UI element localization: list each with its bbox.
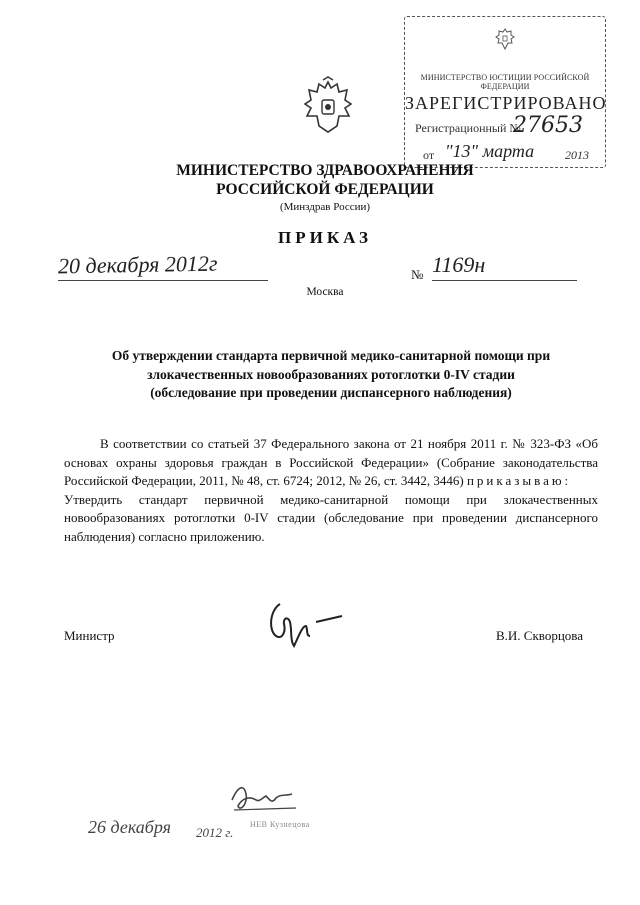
- order-number-label: №: [411, 267, 424, 282]
- stamp-regno-value: 27653: [513, 113, 583, 138]
- body-paragraph-2: Утвердить стандарт первичной медико-санитарной помощи при злокачественных новообразованиях ротоглотки 0-IV стадии (обследование при проведении диспансерного наблюдения) согласно приложению.: [64, 491, 598, 544]
- ministry-name: [150, 161, 500, 199]
- order-number-underline: [432, 280, 577, 281]
- stamp-emblem-icon: [493, 27, 517, 51]
- stamp-year: 2013: [565, 148, 589, 162]
- order-date: 20 декабря 2012г: [57, 250, 218, 279]
- approval-year: 2012 г.: [196, 825, 234, 840]
- subject-line-1: Об утверждении стандарта первичной медико-санитарной помощи при: [111, 348, 551, 363]
- minister-title: Министр: [64, 628, 115, 643]
- ministry-line-1: МИНИСТЕРСТВО ЗДРАВООХРАНЕНИЯ: [176, 162, 474, 179]
- minister-signature: [262, 596, 352, 652]
- ministry-line-2: РОССИЙСКОЙ ФЕДЕРАЦИИ: [216, 181, 434, 198]
- subject-line-3: (обследование при проведении диспансерного наблюдения): [150, 385, 512, 400]
- approval-date: 26 декабря: [88, 817, 171, 837]
- city: Москва: [306, 286, 344, 298]
- approval-signature: [226, 780, 306, 820]
- order-body: [64, 435, 598, 546]
- stamp-ministry-name: МИНИСТЕРСТВО ЮСТИЦИИ РОССИЙСКОЙ ФЕДЕРАЦИИ: [420, 73, 590, 91]
- stamp-date-value: "13" марта: [445, 141, 535, 161]
- date-underline: [58, 280, 268, 281]
- coat-of-arms-icon: [297, 76, 359, 138]
- minister-name: В.И. Скворцова: [496, 628, 584, 643]
- stamp-date-label: от: [423, 148, 435, 162]
- registration-stamp: [404, 16, 606, 168]
- approval-stamp-text: НЕВ Кузнецова: [250, 820, 310, 829]
- subject-line-2: злокачественных новообразованиях ротоглотки 0-IV стадии: [147, 366, 515, 382]
- stamp-regno-label: Регистрационный №: [415, 121, 521, 135]
- order-subject: [64, 347, 598, 403]
- ministry-short-name: (Минздрав России): [279, 201, 371, 213]
- order-title: ПРИКАЗ: [278, 228, 372, 247]
- order-number-value: 1169н: [432, 252, 486, 277]
- order-word: приказываю:: [466, 473, 572, 488]
- stamp-registered-label: ЗАРЕГИСТРИРОВАНО: [405, 93, 607, 113]
- body-paragraph-1: [64, 435, 598, 491]
- body-paragraph-1-text: В соответствии со статьей 37 Федерального закона от 21 ноября 2011 г. № 323-ФЗ «Об основах охраны здоровья граждан в Российской Федерации» (Собрание законодательства Российской Федерации, 2011, № 48, ст. 6724; 2012, № 26, ст. 3442, 3446): [64, 436, 598, 488]
